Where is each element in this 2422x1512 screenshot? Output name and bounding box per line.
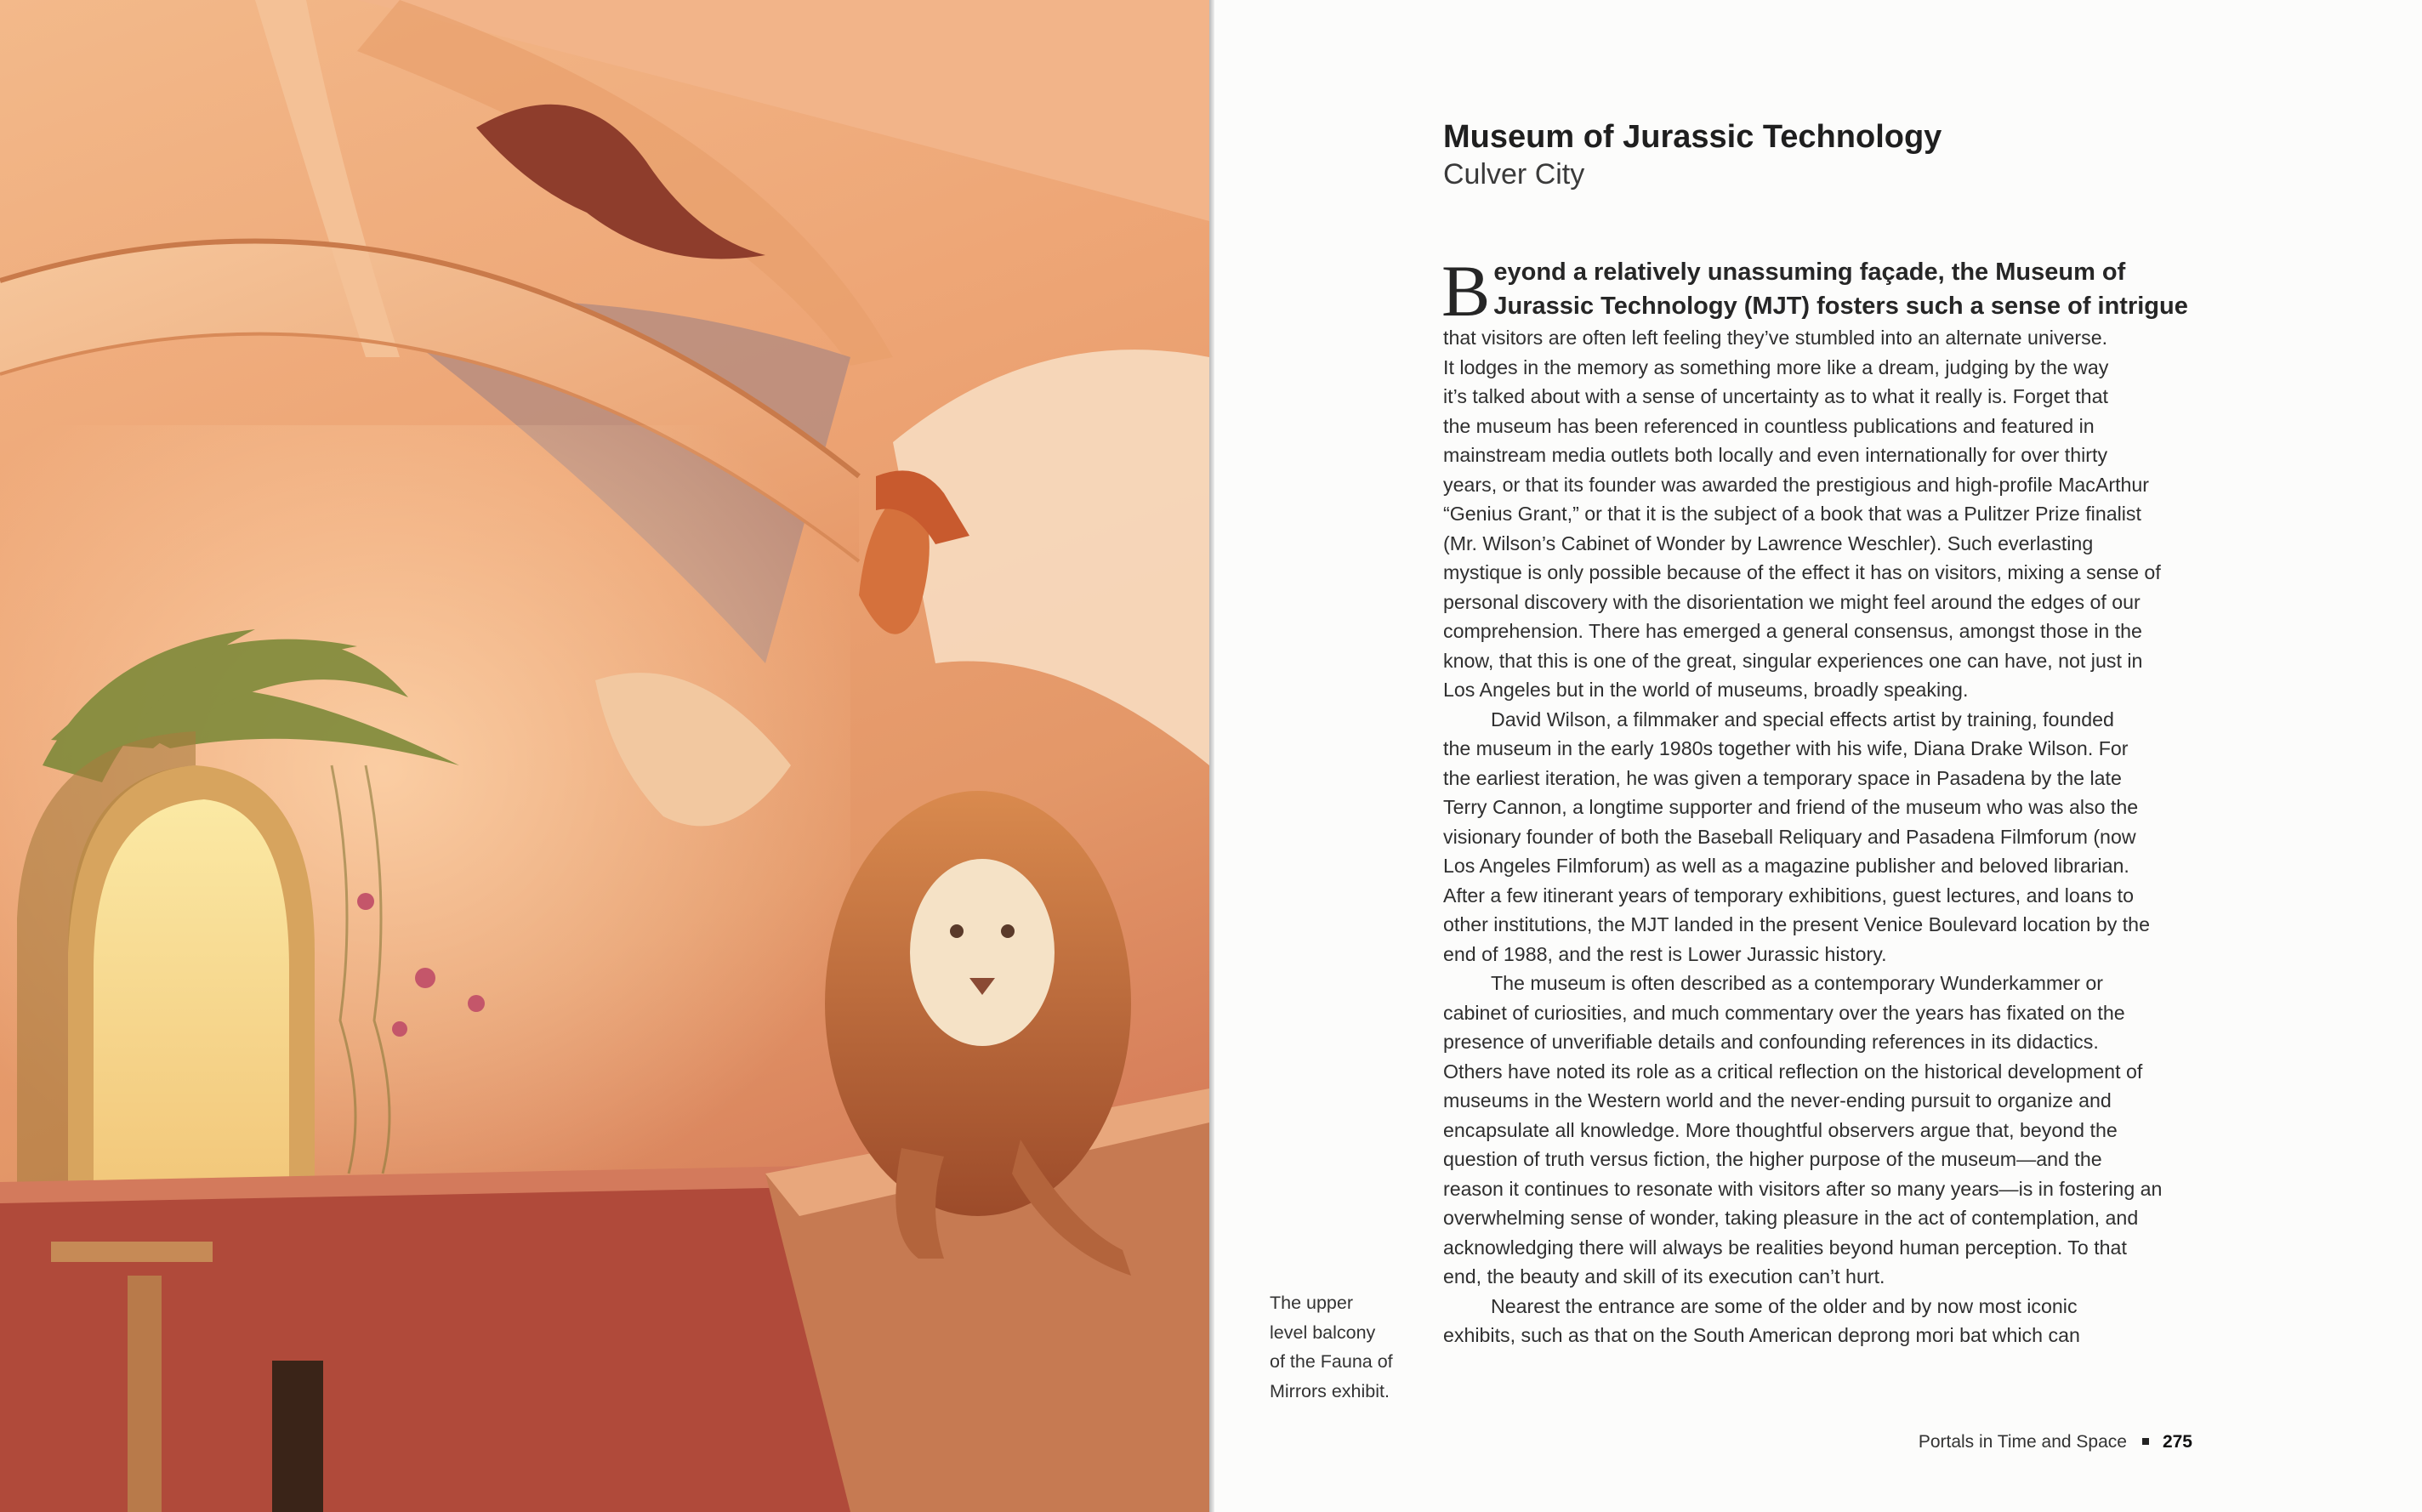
- article-title: Museum of Jurassic Technology: [1443, 119, 1942, 155]
- body-line: acknowledging there will always be realities beyond human perception. To that: [1443, 1236, 2127, 1259]
- running-footer-section: Portals in Time and Space: [1918, 1432, 2127, 1452]
- lead-line: Jurassic Technology (MJT) fosters such a sense of intrigue: [1493, 293, 2188, 320]
- caption-line: The upper: [1270, 1293, 1354, 1313]
- page-number: 275: [2162, 1432, 2192, 1452]
- article-body: [1441, 250, 2192, 1350]
- body-line: mystique is only possible because of the effect it has on visitors, mixing a sense of: [1443, 561, 2161, 583]
- body-line: Others have noted its role as a critical reflection on the historical development of: [1443, 1060, 2143, 1083]
- body-line: that visitors are often left feeling they’ve stumbled into an alternate universe.: [1443, 327, 2108, 349]
- body-line: presence of unverifiable details and confounding references in its didactics.: [1443, 1031, 2099, 1053]
- body-line: mainstream media outlets both locally and even internationally for over thirty: [1443, 444, 2108, 466]
- body-line: Los Angeles Filmforum) as well as a magazine publisher and beloved librarian.: [1443, 855, 2129, 877]
- caption-line: Mirrors exhibit.: [1270, 1380, 1390, 1401]
- body-line: visionary founder of both the Baseball Reliquary and Pasadena Filmforum (now: [1443, 825, 2136, 848]
- body-line: the museum in the early 1980s together with his wife, Diana Drake Wilson. For: [1443, 737, 2129, 759]
- body-line: question of truth versus fiction, the higher purpose of the museum—and the: [1443, 1148, 2102, 1170]
- body-line: overwhelming sense of wonder, taking pleasure in the act of contemplation, and: [1443, 1207, 2139, 1229]
- drop-cap: B: [1441, 250, 1491, 332]
- body-line: the museum has been referenced in countless publications and featured in: [1443, 414, 2095, 437]
- page-gutter: [1209, 0, 1214, 1512]
- body-line: It lodges in the memory as something more like a dream, judging by the way: [1443, 355, 2109, 378]
- photo-caption: [1270, 1288, 1414, 1406]
- caption-line: of the Fauna of: [1270, 1351, 1393, 1372]
- body-line: end of 1988, and the rest is Lower Jurassic history.: [1443, 942, 1887, 965]
- body-line: “Genius Grant,” or that it is the subject of a book that was a Pulitzer Prize finalist: [1443, 503, 2141, 525]
- body-line: personal discovery with the disorientation we might feel around the edges of our: [1443, 590, 2141, 613]
- body-line: comprehension. There has emerged a general consensus, amongst those in the: [1443, 620, 2142, 642]
- lead-line: eyond a relatively unassuming façade, the Museum of: [1493, 259, 2126, 286]
- body-line: The museum is often described as a contemporary Wunderkammer or: [1491, 972, 2103, 994]
- body-line: other institutions, the MJT landed in the present Venice Boulevard location by the: [1443, 913, 2150, 935]
- square-separator-icon: [2142, 1438, 2149, 1445]
- body-line: David Wilson, a filmmaker and special effects artist by training, founded: [1491, 708, 2114, 730]
- body-line: museums in the Western world and the never-ending pursuit to organize and: [1443, 1089, 2112, 1111]
- mural-photograph: [0, 0, 1209, 1512]
- body-line: know, that this is one of the great, singular experiences one can have, not just in: [1443, 649, 2143, 672]
- body-line: Terry Cannon, a longtime supporter and friend of the museum who was also the: [1443, 796, 2139, 818]
- body-line: After a few itinerant years of temporary exhibitions, guest lectures, and loans to: [1443, 884, 2134, 907]
- body-line: reason it continues to resonate with visitors after so many years—is in fostering an: [1443, 1177, 2163, 1200]
- article-subtitle: Culver City: [1443, 158, 1585, 190]
- body-line: the earliest iteration, he was given a temporary space in Pasadena by the late: [1443, 766, 2122, 789]
- body-line: exhibits, such as that on the South American deprong mori bat which can: [1443, 1324, 2080, 1346]
- body-line: cabinet of curiosities, and much commentary over the years has fixated on the: [1443, 1001, 2125, 1024]
- page-footer: [1919, 1432, 2192, 1452]
- body-line: Nearest the entrance are some of the older and by now most iconic: [1491, 1294, 2078, 1317]
- body-line: encapsulate all knowledge. More thoughtful observers argue that, beyond the: [1443, 1118, 2118, 1141]
- body-line: it’s talked about with a sense of uncertainty as to what it really is. Forget that: [1443, 385, 2108, 407]
- body-line: (Mr. Wilson’s Cabinet of Wonder by Lawrence Weschler). Such everlasting: [1443, 531, 2094, 554]
- body-line: years, or that its founder was awarded the prestigious and high-profile MacArthur: [1443, 473, 2150, 496]
- body-line: end, the beauty and skill of its execution can’t hurt.: [1443, 1265, 1885, 1287]
- body-line: Los Angeles but in the world of museums, broadly speaking.: [1443, 679, 1969, 701]
- caption-line: level balcony: [1270, 1322, 1376, 1343]
- mural-illustration: [0, 0, 1209, 1512]
